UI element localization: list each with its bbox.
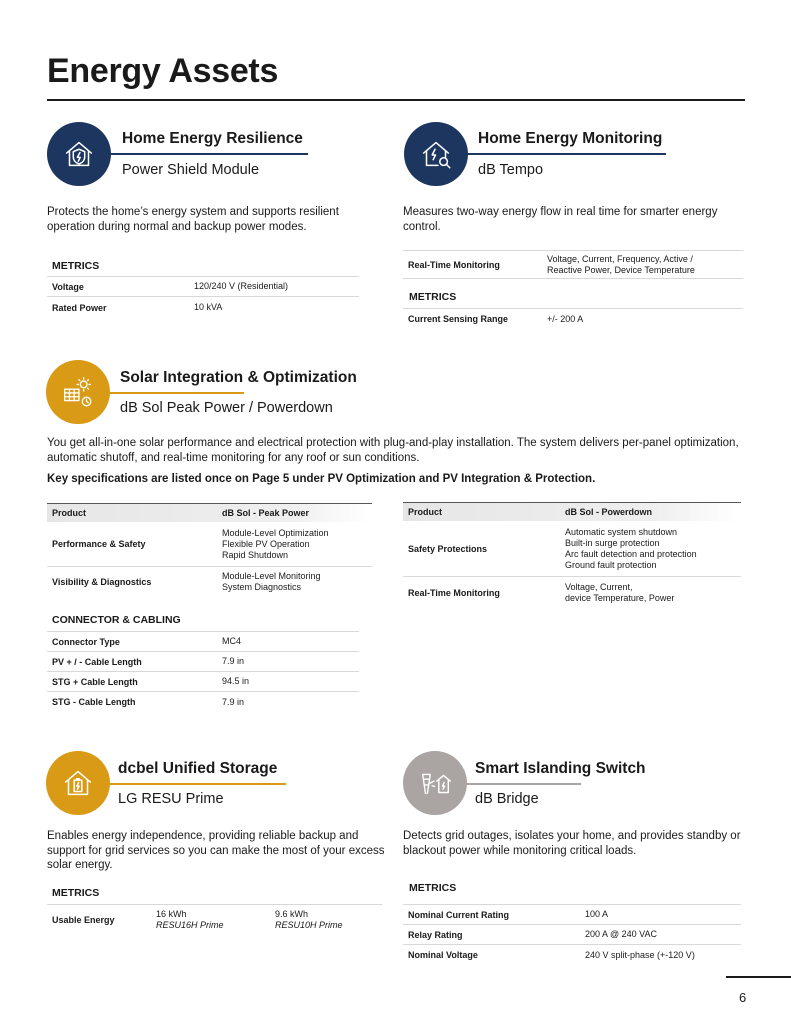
metric-label: Current Sensing Range <box>408 314 509 324</box>
page-number: 6 <box>739 990 747 1005</box>
solar-subtitle: dB Sol Peak Power / Powerdown <box>120 400 333 416</box>
header-label: Product <box>408 507 443 517</box>
islanding-metrics-heading: METRICS <box>409 882 457 894</box>
table-row <box>403 577 741 609</box>
page-title: Energy Assets <box>47 52 279 90</box>
house-shield-bolt-icon <box>47 122 111 186</box>
peak-power-table <box>47 503 372 597</box>
metric-label: Performance & Safety <box>52 539 146 549</box>
resilience-subtitle: Power Shield Module <box>122 162 260 178</box>
table-row <box>47 904 382 935</box>
monitoring-title: Home Energy Monitoring <box>478 130 663 147</box>
islanding-subtitle: dB Bridge <box>475 791 539 807</box>
table-header <box>47 503 372 522</box>
metric-value-line: Voltage, Current, <box>565 582 633 592</box>
islanding-rule <box>463 783 581 785</box>
metric-value-line: Module-Level Optimization <box>222 527 329 538</box>
metric-label: Nominal Voltage <box>408 950 478 960</box>
metric-label: Rated Power <box>52 302 107 313</box>
metric-value-line: System Diagnostics <box>222 582 302 592</box>
metric-value: 7.9 in <box>222 696 245 707</box>
table-row <box>47 652 359 672</box>
header-value: dB Sol - Peak Power <box>222 508 310 518</box>
table-row <box>47 297 359 318</box>
metric-value-line: Arc fault detection and protection <box>565 548 697 559</box>
monitoring-description: Measures two-way energy flow in real time for smarter energy control. <box>403 206 718 233</box>
metric-value: +/- 200 A <box>547 313 584 324</box>
metric-label: Visibility & Diagnostics <box>52 577 152 587</box>
metric-label: Safety Protections <box>408 543 488 554</box>
metric-value: 240 V split-phase (+-120 V) <box>585 949 695 960</box>
table-row <box>47 631 359 652</box>
metric-value-line: Voltage, Current, Frequency, Active / <box>547 253 693 264</box>
resilience-description: Protects the home’s energy system and supports resilient operation during normal and backup power modes. <box>47 206 339 233</box>
metric-value: 10 kVA <box>194 302 223 312</box>
title-divider <box>47 99 745 101</box>
monitoring-metrics-table <box>403 308 743 329</box>
table-row <box>47 567 372 597</box>
house-magnifier-bolt-icon <box>404 122 468 186</box>
storage-description: Enables energy independence, providing reliable backup and support for grid services so you can make the most of your excess solar energy. <box>47 830 385 871</box>
table-row <box>47 522 372 567</box>
storage-metrics-heading: METRICS <box>52 887 100 899</box>
metric-value: 9.6 kWh <box>275 909 309 919</box>
table-row <box>403 308 743 329</box>
monitoring-rule <box>466 153 666 155</box>
house-battery-icon <box>46 751 110 815</box>
islanding-description: Detects grid outages, isolates your home, and provides standby or blackout power while monitoring critical loads. <box>403 830 741 857</box>
metric-value-line: Ground fault protection <box>565 559 657 570</box>
resilience-rule <box>110 153 308 155</box>
solar-panel-sun-icon <box>46 360 110 424</box>
metric-label: Nominal Current Rating <box>408 909 510 920</box>
metric-label: Connector Type <box>52 636 120 647</box>
metric-label: Real-Time Monitoring <box>408 259 500 270</box>
table-row <box>403 250 743 279</box>
table-header <box>403 502 741 521</box>
metric-label: STG - Cable Length <box>52 697 136 707</box>
cabling-heading: CONNECTOR & CABLING <box>52 614 181 626</box>
cabling-table <box>47 631 359 712</box>
monitoring-metrics-heading: METRICS <box>409 291 457 303</box>
solar-title: Solar Integration & Optimization <box>120 369 357 386</box>
metric-value-line: Rapid Shutdown <box>222 549 289 560</box>
resilience-metrics-table <box>47 276 359 318</box>
metric-label: Voltage <box>52 281 84 292</box>
metric-value: 94.5 in <box>222 676 250 686</box>
header-label: Product <box>52 508 87 518</box>
metric-value: 200 A @ 240 VAC <box>585 929 658 939</box>
metric-label: STG + Cable Length <box>52 676 138 687</box>
storage-rule <box>106 783 286 785</box>
metric-model: RESU16H Prime <box>156 920 224 930</box>
solar-note: Key specifications are listed once on Page 5 under PV Optimization and PV Integration & Protection. <box>47 473 596 485</box>
power-tower-house-switch-icon <box>403 751 467 815</box>
monitoring-realtime-table <box>403 250 743 279</box>
monitoring-subtitle: dB Tempo <box>478 162 544 178</box>
metric-value-line: Reactive Power, Device Temperature <box>547 264 695 275</box>
page-number-rule <box>726 976 791 978</box>
metric-label: Real-Time Monitoring <box>408 588 500 598</box>
table-row <box>47 276 359 297</box>
resilience-metrics-heading: METRICS <box>52 260 100 272</box>
solar-rule <box>108 392 244 394</box>
table-row <box>47 672 359 692</box>
metric-value-line: Flexible PV Operation <box>222 538 310 549</box>
metric-value-line: Built-in surge protection <box>565 537 660 548</box>
metric-value-line: Module-Level Monitoring <box>222 571 321 581</box>
resilience-title: Home Energy Resilience <box>122 130 303 147</box>
metric-value-line: Automatic system shutdown <box>565 526 678 537</box>
metric-value: 7.9 in <box>222 656 245 666</box>
storage-metrics-table <box>47 904 382 935</box>
storage-title: dcbel Unified Storage <box>118 760 278 777</box>
metric-value: 16 kWh <box>156 909 187 919</box>
table-row <box>403 904 741 925</box>
metric-value-line: device Temperature, Power <box>565 593 675 603</box>
metric-value: 100 A <box>585 909 609 919</box>
metric-value: MC4 <box>222 636 242 646</box>
header-value: dB Sol - Powerdown <box>565 507 652 517</box>
table-row <box>403 925 741 945</box>
powerdown-table <box>403 502 741 609</box>
metric-label: Usable Energy <box>52 915 115 925</box>
storage-subtitle: LG RESU Prime <box>118 791 224 807</box>
islanding-title: Smart Islanding Switch <box>475 760 646 777</box>
islanding-metrics-table <box>403 904 741 965</box>
metric-model: RESU10H Prime <box>275 920 343 930</box>
metric-value: 120/240 V (Residential) <box>194 281 289 291</box>
table-row <box>403 945 741 965</box>
metric-label: PV + / - Cable Length <box>52 656 142 667</box>
table-row <box>403 521 741 577</box>
solar-description: You get all-in-one solar performance and electrical protection with plug-and-play installation. The system delivers per-panel optimization, automatic shutoff, and real-time monitoring for any roof or sun conditions. <box>47 437 739 464</box>
metric-label: Relay Rating <box>408 929 463 940</box>
table-row <box>47 692 359 712</box>
